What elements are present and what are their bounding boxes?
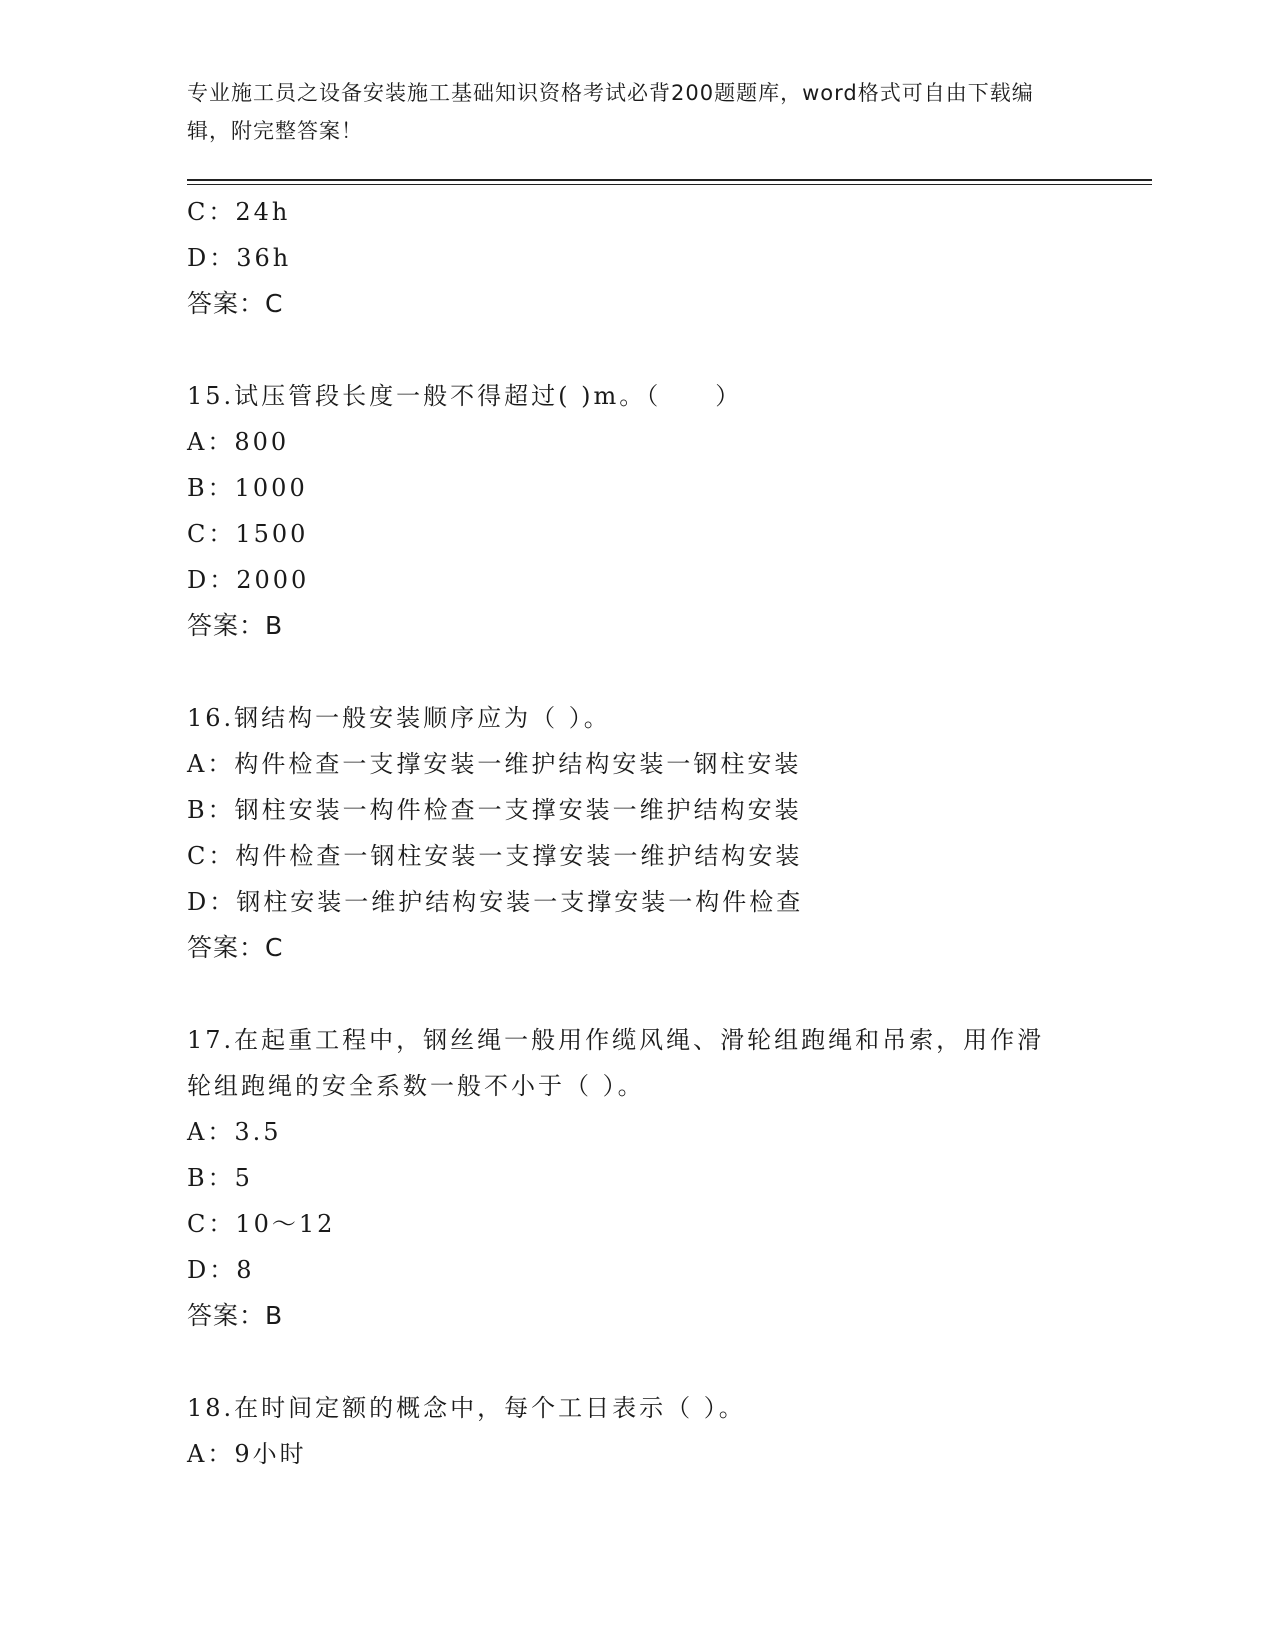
q15-option-a: A：800 [187, 428, 290, 456]
header-rule-thin [187, 184, 1152, 185]
q18-question: 18.在时间定额的概念中，每个工日表示（ ）。 [187, 1394, 746, 1422]
spacer [187, 971, 1087, 1017]
q14-option-c: C：24h [187, 198, 291, 226]
q17-option-d: D：8 [187, 1256, 255, 1284]
q16-option-b: B：钢柱安装一构件检查一支撑安装一维护结构安装 [187, 796, 802, 824]
q17-question: 17.在起重工程中，钢丝绳一般用作缆风绳、滑轮组跑绳和吊索，用作滑轮组跑绳的安全系数一般不小于（ ）。 [187, 1026, 1045, 1100]
q15-question: 15.试压管段长度一般不得超过( )m。（ ） [187, 382, 743, 410]
q17-option-a: A：3.5 [187, 1118, 282, 1146]
q16-option-d: D：钢柱安装一维护结构安装一支撑安装一构件检查 [187, 888, 804, 916]
q14-option-d: D：36h [187, 244, 292, 272]
q16-answer: 答案：C [187, 933, 284, 962]
q16-option-c: C：构件检查一钢柱安装一支撑安装一维护结构安装 [187, 842, 803, 870]
q18-option-a: A：9小时 [187, 1440, 307, 1468]
document-header: 专业施工员之设备安装施工基础知识资格考试必背200题题库，word格式可自由下载编辑，附完整答案！ [187, 81, 1034, 143]
q15-answer: 答案：B [187, 611, 284, 640]
question-list [187, 189, 1087, 1477]
spacer [187, 649, 1087, 695]
q15-option-b: B：1000 [187, 474, 308, 502]
q14-answer: 答案：C [187, 289, 284, 318]
q15-option-d: D：2000 [187, 566, 310, 594]
q15-option-c: C：1500 [187, 520, 309, 548]
q17-answer: 答案：B [187, 1301, 284, 1330]
spacer [187, 327, 1087, 373]
q16-option-a: A：构件检查一支撑安装一维护结构安装一钢柱安装 [187, 750, 802, 778]
q17-option-c: C：10～12 [187, 1210, 336, 1238]
spacer [187, 1339, 1087, 1385]
q17-option-b: B：5 [187, 1164, 253, 1192]
header-rule-thick [187, 179, 1152, 181]
q16-question: 16.钢结构一般安装顺序应为（ ）。 [187, 704, 611, 732]
